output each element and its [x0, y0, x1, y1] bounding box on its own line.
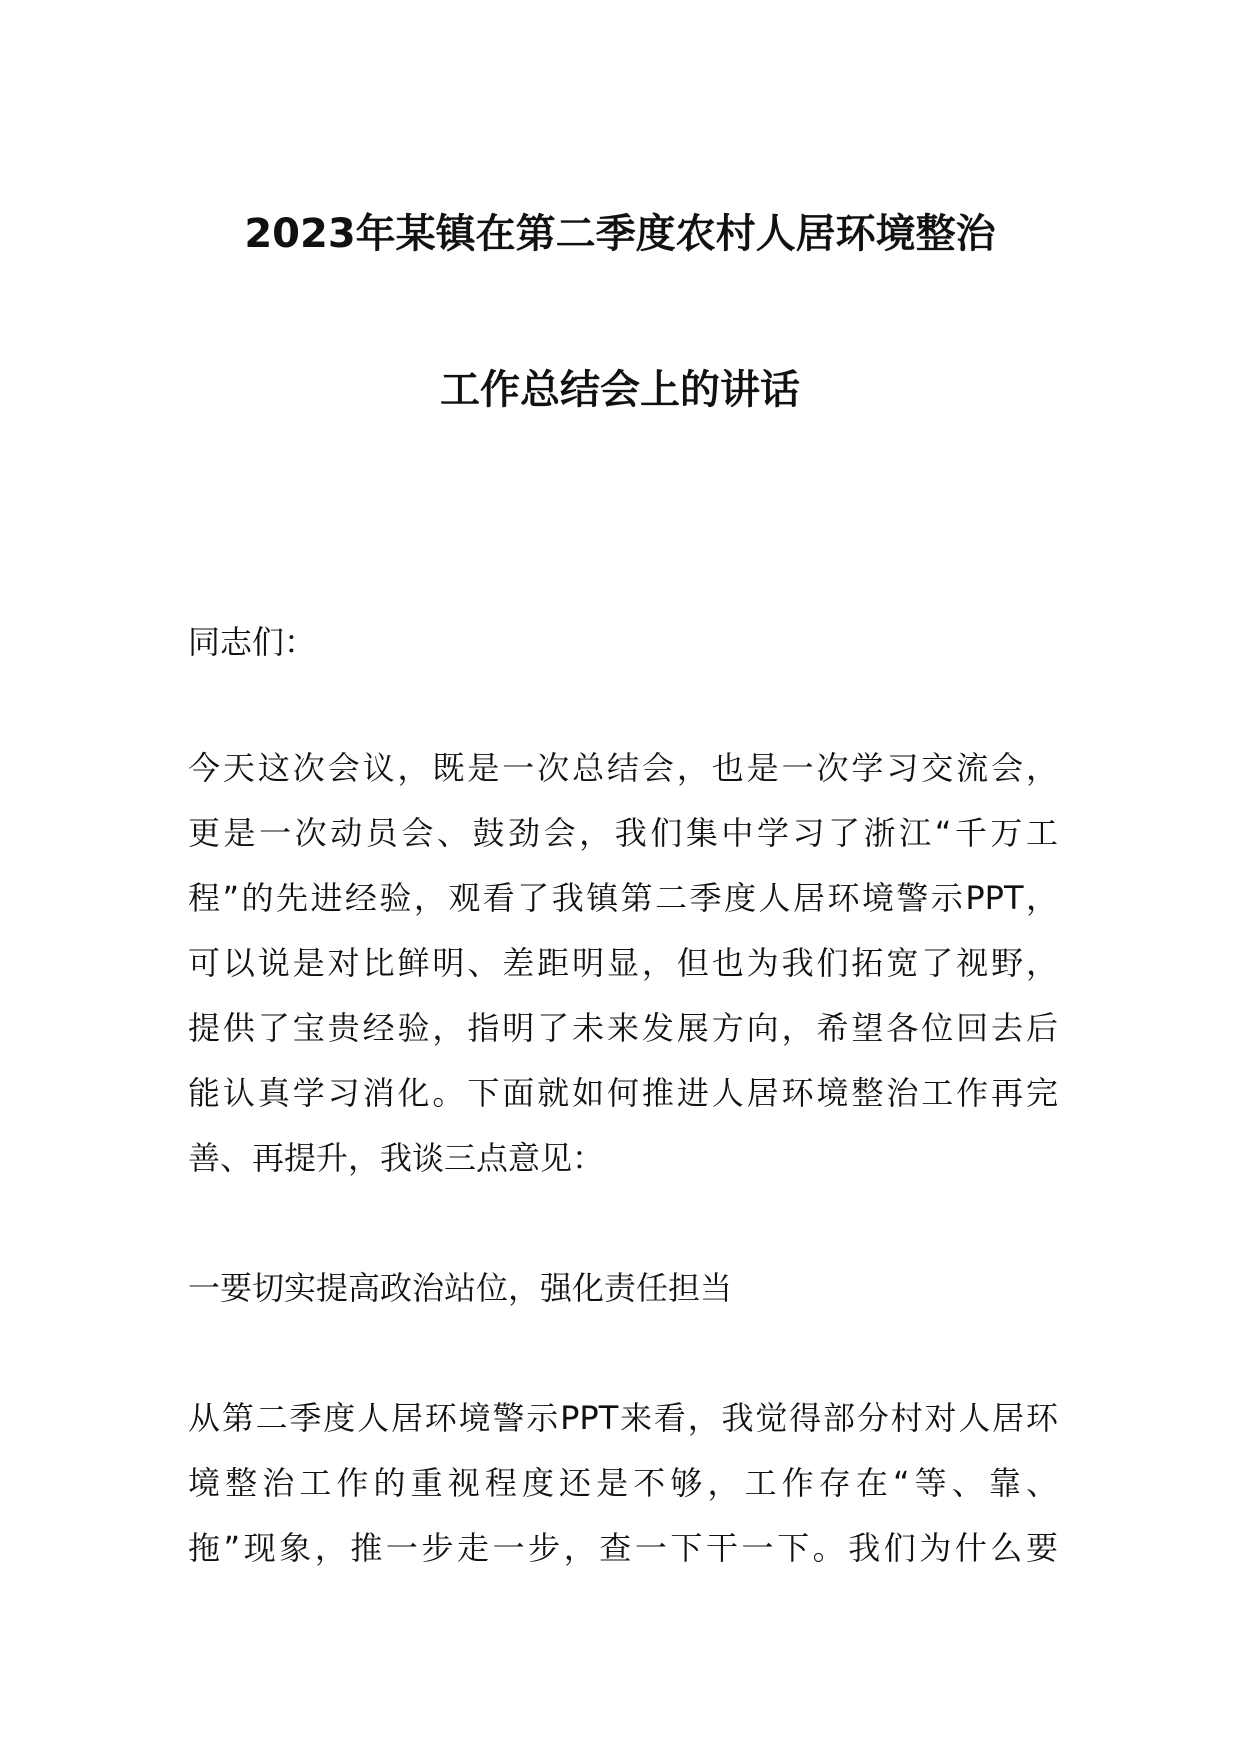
paragraph-line: 可以说是对比鲜明、差距明显，但也为我们拓宽了视野， — [188, 944, 1058, 982]
paragraph-line: 提供了宝贵经验，指明了未来发展方向，希望各位回去后 — [188, 1009, 1058, 1047]
paragraph-line: 今天这次会议，既是一次总结会，也是一次学习交流会， — [188, 749, 1058, 787]
document-title-line-1: 2023年某镇在第二季度农村人居环境整治 — [244, 211, 996, 257]
paragraph-line: 善、再提升，我谈三点意见： — [188, 1139, 605, 1177]
paragraph-line: 境整治工作的重视程度还是不够，工作存在“等、靠、 — [188, 1464, 1058, 1502]
paragraph-line: 能认真学习消化。下面就如何推进人居环境整治工作再完 — [188, 1074, 1058, 1112]
paragraph-line: 更是一次动员会、鼓劲会，我们集中学习了浙江“千万工 — [188, 814, 1058, 852]
document-title-line-2: 工作总结会上的讲话 — [440, 367, 800, 413]
salutation-text: 同志们： — [188, 623, 317, 661]
paragraph-1 — [188, 736, 1058, 1191]
salutation — [188, 610, 1058, 675]
section-heading-1 — [188, 1256, 1058, 1321]
section-heading-text: 一要切实提高政治站位，强化责任担当 — [188, 1269, 733, 1307]
paragraph-2 — [188, 1386, 1058, 1581]
paragraph-line: 从第二季度人居环境警示PPT来看，我觉得部分村对人居环 — [188, 1399, 1058, 1437]
paragraph-line: 程”的先进经验，观看了我镇第二季度人居环境警示PPT， — [188, 879, 1058, 917]
paragraph-line: 拖”现象，推一步走一步，查一下干一下。我们为什么要 — [188, 1529, 1058, 1567]
